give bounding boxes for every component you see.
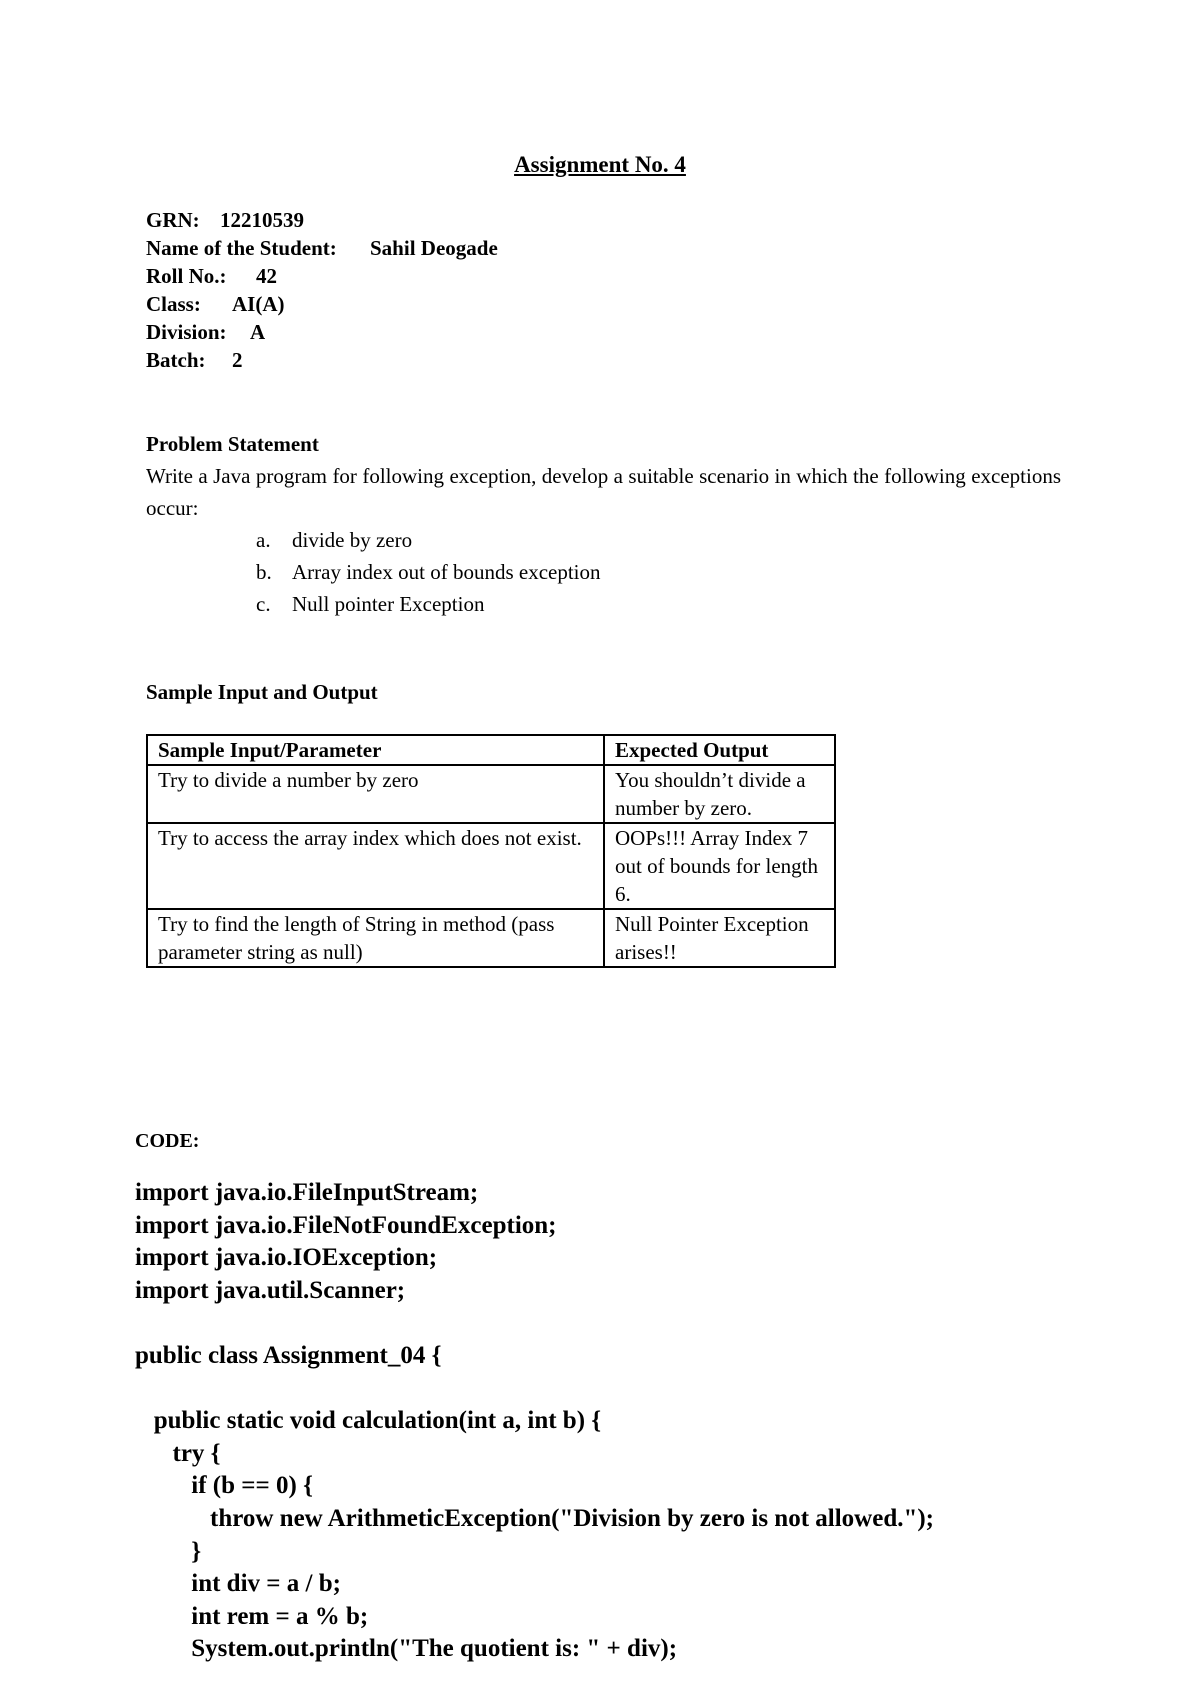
info-label: Class: [146,292,201,316]
code-block [135,1177,934,1666]
code-line: public class Assignment_04 { [135,1341,442,1369]
info-value: A [250,320,266,344]
assignment-title: Assignment No. 4 [514,152,686,177]
info-row-batch [146,346,498,374]
table-cell: Try to divide a number by zero [147,765,604,823]
list-marker: b. [256,560,272,584]
table-header-row [147,735,835,765]
table-row [147,765,835,823]
code-line: int rem = a % b; [135,1602,369,1630]
column-header: Sample Input/Parameter [147,735,604,765]
info-value: Sahil Deogade [370,236,498,260]
info-value: 42 [256,264,277,288]
info-row-grn [146,206,498,234]
code-line: int div = a / b; [135,1570,341,1598]
list-item-text: Array index out of bounds exception [292,560,601,584]
code-line [135,1373,934,1406]
code-line: System.out.println("The quotient is: " + div); [135,1635,678,1663]
table-cell: Null Pointer Exception arises!! [604,909,835,967]
table-cell: You shouldn’t divide a number by zero. [604,765,835,823]
code-line: import java.io.FileInputStream; [135,1179,479,1206]
info-label: Batch: [146,348,206,372]
sample-io-table [146,734,836,968]
problem-statement-text: Write a Java program for following exception, develop a suitable scenario in which the following exceptions occur: [146,464,1061,520]
code-line [135,1307,934,1340]
exception-list [256,524,601,620]
info-row-class [146,290,498,318]
info-row-division [146,318,498,346]
code-line: import java.io.IOException; [135,1244,438,1272]
table-row [147,909,835,967]
table-cell: Try to access the array index which does not exist. [147,823,604,909]
code-line: import java.io.FileNotFoundException; [135,1211,557,1239]
list-marker: c. [256,592,271,616]
list-item [256,588,601,620]
student-info [146,206,498,374]
table-row [147,823,835,909]
code-heading: CODE: [135,1130,200,1152]
code-line: import java.util.Scanner; [135,1276,406,1304]
code-line: } [135,1537,202,1565]
info-row-name [146,234,498,262]
code-line: if (b == 0) { [135,1472,313,1500]
info-row-roll [146,262,498,290]
info-label: Roll No.: [146,264,227,288]
sample-io-heading: Sample Input and Output [146,680,378,704]
info-label: GRN: [146,208,200,232]
column-header: Expected Output [604,735,835,765]
table-cell: OOPs!!! Array Index 7 out of bounds for length 6. [604,823,835,909]
info-value: 2 [232,348,243,372]
list-item [256,556,601,588]
list-item [256,524,601,556]
code-line: throw new ArithmeticException("Division by zero is not allowed."); [135,1504,935,1532]
table-cell: Try to find the length of String in method (pass parameter string as null) [147,909,604,967]
list-item-text: Null pointer Exception [292,592,485,616]
info-label: Name of the Student: [146,236,337,260]
list-item-text: divide by zero [292,528,413,552]
info-value: AI(A) [232,292,285,316]
code-line: public static void calculation(int a, int b) { [135,1407,602,1435]
info-value: 12210539 [220,208,304,232]
list-marker: a. [256,528,271,552]
info-label: Division: [146,320,227,344]
problem-statement-heading: Problem Statement [146,432,319,456]
code-line: try { [135,1439,221,1467]
